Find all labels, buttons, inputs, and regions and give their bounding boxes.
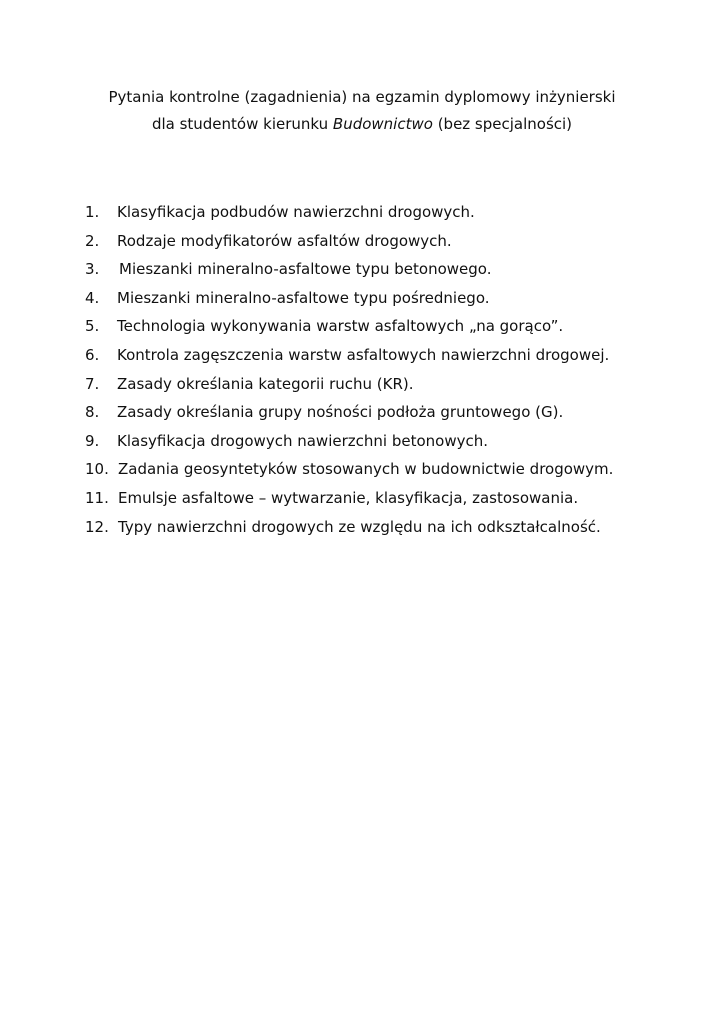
question-text: Zasady określania grupy nośności podłoża gruntowego (G). — [117, 403, 564, 422]
title-line-2-prefix: dla studentów kierunku — [151, 115, 333, 133]
field-of-study: Budownictwo — [332, 115, 433, 133]
question-number: 7. — [85, 374, 100, 393]
question-number: 6. — [85, 345, 100, 364]
question-number: 5. — [85, 317, 100, 336]
question-item — [85, 455, 685, 484]
question-text: Klasyfikacja podbudów nawierzchni drogowych. — [117, 203, 475, 221]
question-item — [85, 427, 685, 456]
question-item — [85, 341, 685, 370]
question-text: Klasyfikacja drogowych nawierzchni betonowych. — [117, 431, 488, 450]
title-line-2 — [0, 111, 724, 138]
question-item — [85, 398, 685, 427]
question-number: 9. — [85, 431, 100, 450]
question-number: 4. — [85, 288, 100, 307]
question-item — [85, 255, 685, 284]
question-number: 11. — [85, 488, 109, 507]
question-number: 2. — [85, 231, 100, 250]
question-item — [85, 513, 685, 542]
question-item — [85, 284, 685, 313]
question-text: Rodzaje modyfikatorów asfaltów drogowych. — [117, 231, 452, 250]
question-text: Kontrola zagęszczenia warstw asfaltowych nawierzchni drogowej. — [117, 345, 610, 364]
question-number: 1. — [85, 203, 100, 221]
question-number: 10. — [85, 460, 109, 479]
question-item — [85, 227, 685, 256]
question-text: Mieszanki mineralno-asfaltowe typu pośredniego. — [117, 288, 490, 307]
question-text: Mieszanki mineralno-asfaltowe typu betonowego. — [119, 260, 492, 279]
question-text: Typy nawierzchni drogowych ze względu na ich odkształcalność. — [118, 517, 601, 536]
question-number: 8. — [85, 403, 100, 422]
question-item — [85, 370, 685, 399]
questions-list — [85, 198, 685, 541]
title-line-1: Pytania kontrolne (zagadnienia) na egzamin dyplomowy inżynierski — [108, 88, 616, 106]
question-text: Emulsje asfaltowe – wytwarzanie, klasyfikacja, zastosowania. — [118, 488, 579, 507]
document-title — [0, 84, 724, 138]
question-item — [85, 198, 685, 227]
question-text: Zadania geosyntetyków stosowanych w budownictwie drogowym. — [118, 460, 614, 479]
question-text: Technologia wykonywania warstw asfaltowych „na gorąco”. — [117, 317, 564, 336]
question-text: Zasady określania kategorii ruchu (KR). — [117, 374, 414, 393]
question-number: 12. — [85, 517, 109, 536]
question-item — [85, 312, 685, 341]
title-line-2-suffix: (bez specjalności) — [432, 115, 573, 133]
question-item — [85, 484, 685, 513]
question-number: 3. — [85, 260, 100, 279]
